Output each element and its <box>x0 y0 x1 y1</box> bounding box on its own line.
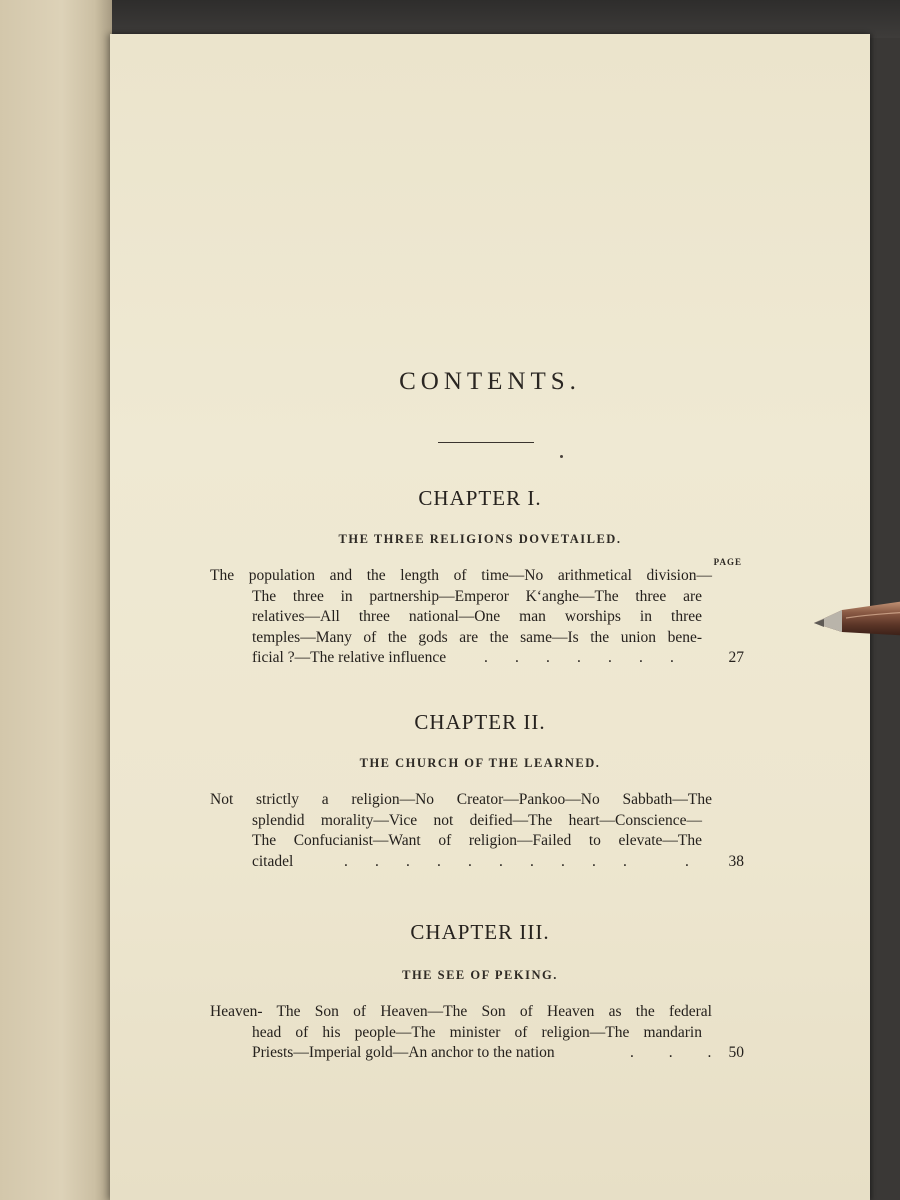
entry-line: Heaven- The Son of Heaven—The Son of Heaven as the federal <box>210 1003 712 1020</box>
entry-line-text: ficial ?—The relative influence <box>252 649 447 666</box>
entry-line: temples—Many of the gods are the same—Is the union bene- <box>252 628 702 646</box>
pencil-icon <box>812 596 900 642</box>
chapter-2-page-number: 38 <box>728 852 744 870</box>
entry-line: The population and the length of time—No arithmetical division— <box>210 567 712 584</box>
dot-leader: . . . <box>630 1044 712 1061</box>
entry-line: relatives—All three national—One man worships in three <box>252 608 702 625</box>
entry-line: head of his people—The minister of religion—The mandarin <box>252 1023 702 1041</box>
chapter-2-heading: CHAPTER II. <box>414 710 546 734</box>
chapter-3-page-number: 50 <box>728 1044 744 1061</box>
entry-line: splendid morality—Vice not deified—The heart—Conscience— <box>252 811 702 829</box>
facing-page-edge <box>0 0 112 1200</box>
title-rule <box>438 442 534 443</box>
chapter-2-entry <box>210 790 744 872</box>
page-column-label: PAGE <box>713 557 742 567</box>
chapter-3-heading: CHAPTER III. <box>410 920 550 944</box>
chapter-2-subtitle: THE CHURCH OF THE LEARNED. <box>359 756 601 770</box>
dot-leader: . . . . . . . <box>484 649 674 666</box>
entry-line: Not strictly a religion—No Creator—Pankoo—No Sabbath—The <box>210 791 712 808</box>
ink-speck <box>560 455 563 458</box>
entry-line: The three in partnership—Emperor K‘anghe—The three are <box>252 587 702 605</box>
book-page <box>110 34 870 1200</box>
entry-line: The Confucianist—Want of religion—Failed to elevate—The <box>252 832 702 849</box>
entry-line-text: citadel <box>252 852 294 870</box>
contents-title: CONTENTS. <box>399 368 581 395</box>
chapter-1-subtitle: THE THREE RELIGIONS DOVETAILED. <box>338 532 622 546</box>
chapter-1-heading: CHAPTER I. <box>418 486 542 510</box>
dot-leader: . . . . . . . . . . . <box>344 852 689 870</box>
chapter-3-subtitle: THE SEE OF PEKING. <box>402 968 558 982</box>
entry-line-text: Priests—Imperial gold—An anchor to the nation <box>252 1044 555 1061</box>
chapter-1-entry <box>210 566 744 669</box>
chapter-3-entry <box>210 1002 744 1064</box>
chapter-1-page-number: 27 <box>728 649 744 666</box>
background-backdrop <box>112 0 900 38</box>
